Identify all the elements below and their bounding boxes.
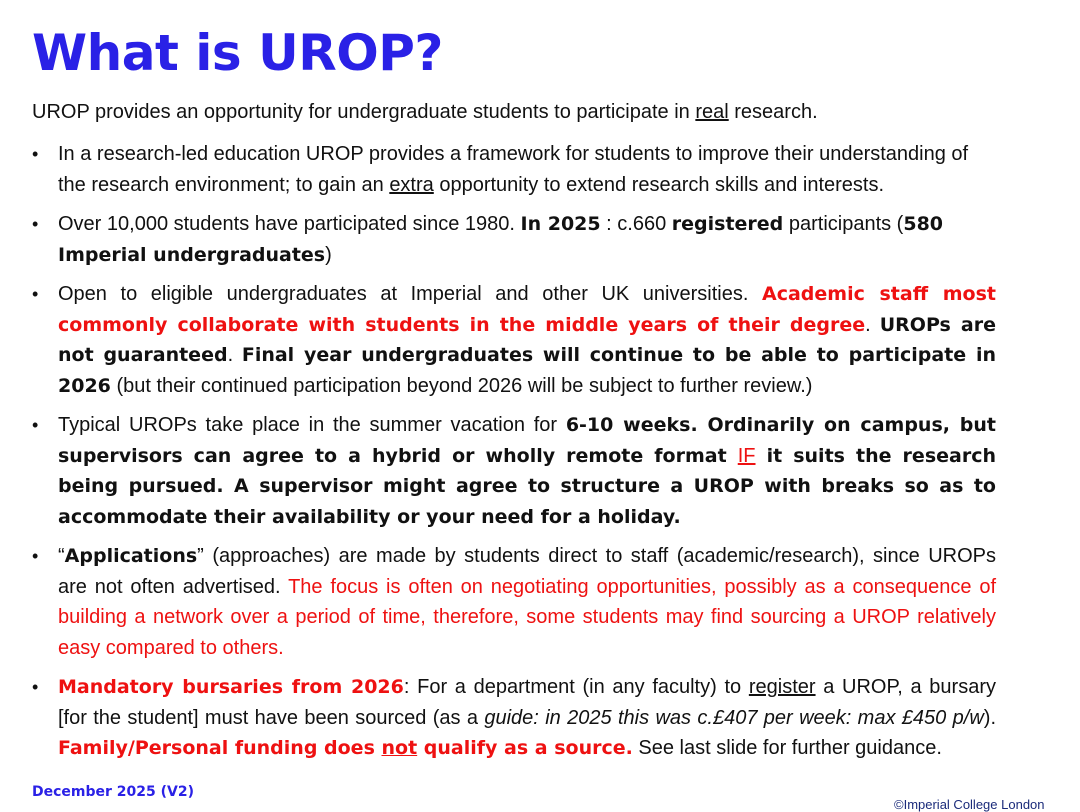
bullet-italic: guide: in 2025 this was c.£407 per week: max £450 p/w bbox=[484, 706, 984, 729]
bullet-bold: Final year undergraduates will continue to be able to participate in 2026 bbox=[58, 344, 996, 397]
bullet-text: : c.660 bbox=[600, 213, 672, 235]
bullet-text: (but their continued participation beyond 2026 will be subject to further review.) bbox=[110, 374, 813, 397]
bullet-red-bold: Family/Personal funding does bbox=[58, 737, 382, 759]
bullet-underline: extra bbox=[389, 173, 434, 196]
bullet-underline: register bbox=[748, 676, 816, 698]
bullet-text: ” (approaches) are made by students direct to staff (academic/research), since UROPs are not often advertised. bbox=[58, 545, 996, 598]
bullet-dot-icon: • bbox=[32, 546, 39, 566]
bullet-item-framework bbox=[32, 139, 996, 200]
bullet-text: participants ( bbox=[783, 213, 904, 235]
bullet-bold: Applications bbox=[64, 545, 198, 567]
bullet-text: See last slide for further guidance. bbox=[632, 737, 942, 759]
bullet-text: . bbox=[865, 313, 880, 336]
bullet-list bbox=[32, 139, 996, 773]
bullet-bold: In 2025 bbox=[520, 213, 601, 235]
bullet-item-duration bbox=[32, 410, 996, 532]
bullet-bold: it suits the research being pursued. A supervisor might agree to structure a UROP with breaks so as to accommodate their availability or your need for a holiday. bbox=[58, 444, 996, 528]
bullet-bold: 580 Imperial undergraduates bbox=[58, 213, 944, 266]
bullet-dot-icon: • bbox=[32, 214, 39, 234]
bullet-bold: registered bbox=[671, 213, 784, 235]
bullet-text: opportunity to extend research skills and interests. bbox=[433, 173, 885, 196]
bullet-red-underline: IF bbox=[737, 444, 756, 467]
bullet-text: . bbox=[227, 344, 242, 366]
bullet-bold: UROPs are not guaranteed bbox=[58, 313, 997, 366]
footer-date: December 2025 (V2) bbox=[32, 784, 195, 800]
bullet-dot-icon: • bbox=[32, 284, 39, 304]
bullet-text: Typical UROPs take place in the summer vacation for bbox=[58, 414, 566, 436]
intro-text bbox=[32, 99, 818, 125]
bullet-item-eligibility bbox=[32, 279, 996, 401]
bullet-item-participants bbox=[32, 209, 996, 270]
bullet-text: “ bbox=[58, 545, 65, 567]
bullet-text: : For a department (in any faculty) to bbox=[403, 676, 749, 698]
intro-after: research. bbox=[728, 101, 818, 123]
bullet-bold: 6-10 weeks. Ordinarily on campus, but supervisors can agree to a hybrid or wholly remote format bbox=[58, 414, 996, 467]
bullet-text: a UROP, a bursary [for the student] must have been sourced (as a bbox=[58, 676, 996, 729]
bullet-text: In a research-led education UROP provides a framework for students to improve their understanding of the research environment; to gain an bbox=[58, 143, 969, 196]
bullet-red-bold: Academic staff most commonly collaborate with students in the middle years of their degree bbox=[58, 283, 996, 336]
bullet-dot-icon: • bbox=[32, 144, 39, 164]
footer-copyright: ©Imperial College London bbox=[894, 797, 1045, 812]
bullet-dot-icon: • bbox=[32, 677, 39, 697]
bullet-text: Open to eligible undergraduates at Imperial and other UK universities. bbox=[58, 283, 762, 305]
bullet-red-bold: qualify as a source. bbox=[417, 737, 633, 759]
bullet-text: ) bbox=[325, 243, 332, 266]
bullet-dot-icon: • bbox=[32, 415, 39, 435]
bullet-item-applications bbox=[32, 541, 996, 663]
bullet-red-bold: Mandatory bursaries from 2026 bbox=[58, 676, 404, 698]
bullet-text: ). bbox=[983, 706, 997, 729]
intro-underlined: real bbox=[695, 101, 729, 123]
intro-before: UROP provides an opportunity for undergraduate students to participate in bbox=[32, 101, 696, 123]
bullet-item-bursaries bbox=[32, 672, 996, 764]
bullet-text: Over 10,000 students have participated since 1980. bbox=[58, 213, 521, 235]
bullet-red: The focus is often on negotiating opportunities, possibly as a consequence of building a network over a period of time, therefore, some students may find sourcing a UROP relatively easy compared to others. bbox=[58, 575, 996, 659]
slide-title: What is UROP? bbox=[32, 24, 443, 82]
bullet-red-bold-underline: not bbox=[381, 737, 418, 759]
